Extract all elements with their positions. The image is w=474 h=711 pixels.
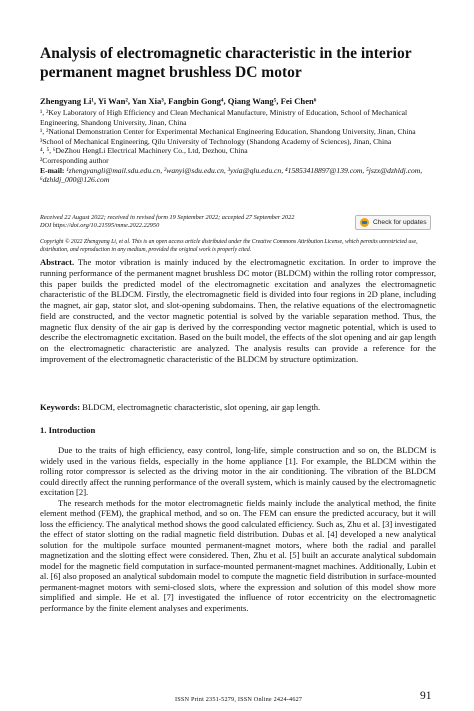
doi-link[interactable]: DOI https://doi.org/10.21595/mme.2022.22950 (40, 222, 160, 230)
affiliation-3: ³School of Mechanical Engineering, Qilu University of Technology (Shandong Academy of Sciences), Jinan, China (40, 136, 392, 146)
page-number: 91 (420, 690, 432, 702)
abstract (40, 257, 436, 365)
section-heading-introduction: 1. Introduction (40, 425, 96, 435)
email-label: E-mail: (40, 165, 65, 175)
email-line (40, 166, 438, 185)
keywords-text: BLDCM, electromagnetic characteristic, slot opening, air gap length. (80, 402, 321, 412)
footer-issn: ISSN Print 2351-5279, ISSN Online 2424-4627 (175, 696, 303, 703)
author-list: Zhengyang Li¹, Yi Wan², Yan Xia³, Fangbin Gong⁴, Qiang Wang⁵, Fei Chen⁶ (40, 96, 317, 106)
dates-line: Received 22 August 2022; received in revised form 19 September 2022; accepted 27 September 2022 (40, 214, 295, 221)
affiliation-1: ¹, ²Key Laboratory of High Efficiency and Clean Mechanical Manufacture, Ministry of Education, School of Mechanical Engineering, Shandong University, Jinan, China (40, 108, 408, 127)
keywords-label: Keywords: (40, 402, 81, 412)
check-for-updates-button[interactable] (355, 215, 431, 230)
crossmark-icon (360, 218, 369, 227)
affiliation-4: ⁴, ⁵, ⁶DeZhou HengLi Electrical Machinery Co., Ltd, Dezhou, China (40, 146, 248, 156)
intro-paragraph-1: Due to the traits of high efficiency, easy control, long-life, simple construction and so on, the BLDCM is widely used in the various fields, especially in the home appliance [1]. For example, the BLDCM within the rolling rotor compressor is selected as the driving motor in the air conditioning. The vibration of the BLDCM could directly affect the running performance of the overall system, which is mainly caused by the electromagnetic excitation [2]. (40, 445, 436, 497)
paper-title: Analysis of electromagnetic characteristic in the interior permanent magnet brushless DC motor (40, 45, 412, 81)
article-history (40, 214, 340, 231)
copyright-notice: Copyright © 2022 Zhengyang Li, et al. This is an open access article distributed under the Creative Commons Attribution License, which permits unrestricted use, distribution, and reproduction in any medium, provided the original work is properly cited. (40, 239, 418, 253)
corresponding-author: ²Corresponding author (40, 155, 109, 165)
abstract-label: Abstract. (40, 257, 75, 267)
affiliations (40, 108, 438, 185)
email-addresses[interactable]: ¹zhengyangli@mail.sdu.edu.cn, ²wanyi@sdu.edu.cn, ³yxia@qlu.edu.cn, ⁴15853418897@139.com, ⁵jszx@dzhldj.com, ⁶dzhldj_000@126.com (40, 165, 423, 185)
intro-paragraph-2: The research methods for the motor electromagnetic fields mainly include the analytical method, the finite element method (FEM), the graphical method, and so on. The FEM can ensure the predicted accuracy, but it will loss the efficiency. The analytical method shows the good calculated efficiency. Such as, Zhu et al. [3] investigated the effect of stator slotting on the radial magnetic field distribution. Dubas et al. [4] developed a new analytical solution for the multipole surface mounted permanent-magnet motors, where both the radial and parallel magnetization and the slotting effect were considered. Then, Zhu et al. [5] built an accurate analytical subdomain model for the magnetic field computation in surface-mounted permanent-magnet machines. Additionally, Lubin et al. [6] also proposed an analytical subdomain model to compute the magnetic field distribution in surface-mounted permanent-magnet motors with semi-closed slots, where the expression and solution of this model show more simplified and simple. He et al. [7] investigated the influence of rotor eccentricity on the electromagnetic performance by the finite element analyses and experiments. (40, 497, 436, 613)
check-for-updates-label: Check for updates (373, 219, 427, 226)
introduction-body (40, 445, 436, 613)
affiliation-2: ¹, ²National Demonstration Center for Experimental Mechanical Engineering Education, Shandong University, Jinan, China (40, 127, 416, 137)
keywords (40, 402, 436, 413)
abstract-text: The motor vibration is mainly induced by the electromagnetic excitation. In order to improve the running performance of the permanent magnet brushless DC motor (BLDCM) within the rolling rotor compressor, this paper builds the predicted model of the electromagnetic excitation and analyzes the electromagnetic characteristic of the BLDCM. Firstly, the electromagnetic field is divided into four regions in 2D plane, including the magnet, air gap, stator slot, and slot-opening subdomains. Then, the relative equations of the electromagnetic field are constructed, and the vector magnetic potential is solved by the variable separation method. Thus, the magnetic flux density of the air gap is derived by the corresponding vector magnetic potential, which is used to describe the electromagnetic excitation. Based on the built model, the effects of the slot opening and air gap length on the electromagnetic characteristic are analyzed. The analysis results can provide a reference for the improvement of the electromagnetic characteristic of the BLDCM by structure optimization. (40, 257, 436, 364)
